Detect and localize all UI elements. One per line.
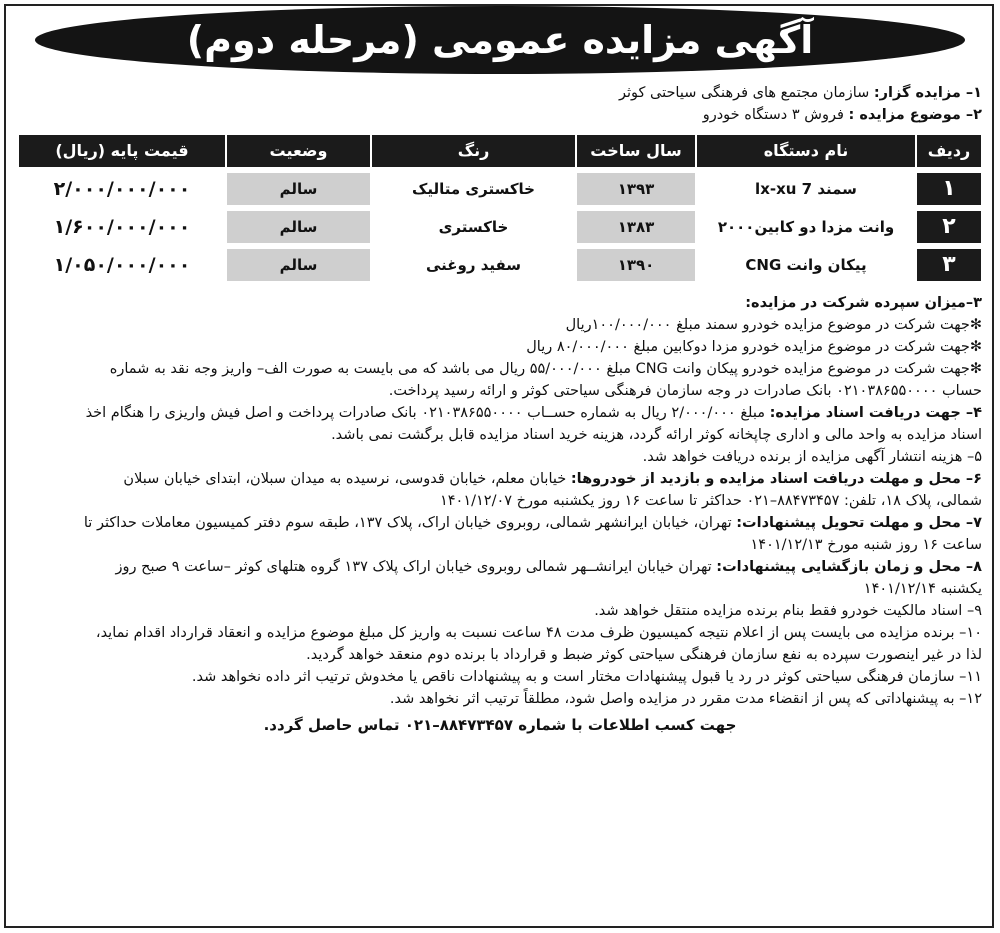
row-number: ۲ — [916, 210, 982, 244]
item-10-cont: لذا در غیر اینصورت سپرده به نفع سازمان فرهنگی سیاحتی کوثر ضبط و قرارداد با برنده دوم منعقد خواهد گردید. — [306, 647, 982, 663]
vehicle-year: ۱۳۹۳ — [576, 172, 696, 206]
row-number: ۱ — [916, 172, 982, 206]
table-row — [18, 172, 982, 206]
row-number: ۳ — [916, 248, 982, 282]
vehicle-color: خاکستری متالیک — [371, 172, 576, 206]
header-color: رنگ — [371, 134, 576, 168]
item-9: ۹– اسناد مالکیت خودرو فقط بنام برنده مزایده منتقل خواهد شد. — [594, 603, 982, 619]
header-vehicle-name: نام دستگاه — [696, 134, 916, 168]
vehicle-price: ۱/۰۵۰/۰۰۰/۰۰۰ — [18, 248, 226, 282]
vehicle-color: خاکستری — [371, 210, 576, 244]
vehicle-name: سمند lx-xu 7 — [696, 172, 916, 206]
item-4-cont: اسناد مزایده به واحد مالی و اداری چاپخانه کوثر ارائه گردد، هزینه خرید اسناد مزایده قابل برگشت نمی باشد. — [331, 427, 982, 443]
table-row — [18, 210, 982, 244]
item-12: ۱۲– به پیشنهاداتی که پس از انقضاء مدت مقرر در مزایده واصل شود، مطلقاً ترتیب اثر نخواهد شد. — [389, 691, 982, 707]
vehicle-year: ۱۳۹۰ — [576, 248, 696, 282]
item-11: ۱۱– سازمان فرهنگی سیاحتی کوثر در رد یا قبول پیشنهادات مختار است و به پیشنهادات ناقص یا مخدوش ترتیب اثر داده نخواهد شد. — [191, 669, 982, 685]
item-6: ۶– محل و مهلت دریافت اسناد مزایده و بازدید از خودروها: خیابان معلم، خیابان قدوسی، نرسیده به میدان سبلان، ابتدای خیابان سبلان — [123, 471, 982, 487]
item-7-cont: ساعت ۱۶ روز شنبه مورخ ۱۴۰۱/۱۲/۱۳ — [750, 537, 982, 553]
item-8: ۸– محل و زمان بازگشایی پیشنهادات: تهران خیابان ایرانشــهر شمالی روبروی خیابان اراک پلاک ۱۳۷ گروه هتلهای کوثر –ساعت ۹ صبح روز — [115, 559, 982, 575]
item-8-cont: یکشنبه ۱۴۰۱/۱۲/۱۴ — [863, 581, 982, 597]
item-7: ۷– محل و مهلت تحویل پیشنهادات: تهران، خیابان ایرانشهر شمالی، روبروی خیابان اراک، پلاک ۱۳۷، طبقه سوم دفتر کمیسیون معاملات حداکثر تا — [83, 515, 982, 531]
title-banner — [0, 6, 1000, 74]
notice-body — [18, 82, 982, 736]
vehicle-name: پیکان وانت CNG — [696, 248, 916, 282]
deposit-line: ✻جهت شرکت در موضوع مزایده خودرو پیکان وانت CNG مبلغ ۵۵/۰۰۰/۰۰۰ ریال می باشد که می بایست به صورت الف– واریز وجه نقد به شماره — [109, 361, 982, 377]
header-year: سال ساخت — [576, 134, 696, 168]
item-6-cont: شمالی، پلاک ۱۸، تلفن: ۸۸۴۷۳۴۵۷–۰۲۱ حداکثر تا ساعت ۱۶ روز یکشنبه مورخ ۱۴۰۱/۱۲/۰۷ — [439, 493, 982, 509]
vehicle-color: سفید روغنی — [371, 248, 576, 282]
table-header-row — [18, 134, 982, 168]
contact-footer: جهت کسب اطلاعات با شماره ۸۸۴۷۳۴۵۷–۰۲۱ تماس حاصل گردد. — [263, 716, 737, 734]
header-row-number: ردیف — [916, 134, 982, 168]
item-2: ۲– موضوع مزایده : فروش ۳ دستگاه خودرو — [702, 107, 982, 123]
notice-title: آگهی مزایده عمومی (مرحله دوم) — [35, 6, 965, 74]
vehicle-price: ۱/۶۰۰/۰۰۰/۰۰۰ — [18, 210, 226, 244]
item-4: ۴– جهت دریافت اسناد مزایده: مبلغ ۲/۰۰۰/۰۰۰ ریال به شماره حســاب ۰۲۱۰۳۸۶۵۵۰۰۰۰ بانک صادرات پرداخت و اصل فیش واریزی را هنگام اخذ — [85, 405, 982, 421]
item-5: ۵– هزینه انتشار آگهی مزایده از برنده دریافت خواهد شد. — [642, 449, 982, 465]
item-3-label: ۳–میزان سپرده شرکت در مزایده: — [745, 295, 982, 311]
vehicle-status: سالم — [226, 172, 371, 206]
vehicle-price: ۲/۰۰۰/۰۰۰/۰۰۰ — [18, 172, 226, 206]
vehicle-status: سالم — [226, 210, 371, 244]
vehicle-name: وانت مزدا دو کابین۲۰۰۰ — [696, 210, 916, 244]
header-base-price: قیمت پایه (ریال) — [18, 134, 226, 168]
table-row — [18, 248, 982, 282]
deposit-line: ✻جهت شرکت در موضوع مزایده خودرو مزدا دوکابین مبلغ ۸۰/۰۰۰/۰۰۰ ریال — [526, 339, 982, 355]
deposit-line: ✻جهت شرکت در موضوع مزایده خودرو سمند مبلغ ۱۰۰/۰۰۰/۰۰۰ریال — [565, 317, 982, 333]
item-1: ۱– مزایده گزار: سازمان مجتمع های فرهنگی سیاحتی کوثر — [618, 85, 982, 101]
deposit-line: حساب ۰۲۱۰۳۸۶۵۵۰۰۰۰ بانک صادرات در وجه سازمان فرهنگی سیاحتی کوثر و ارائه رسید پرداخت. — [388, 383, 982, 399]
vehicles-table — [18, 130, 982, 286]
header-status: وضعیت — [226, 134, 371, 168]
item-10: ۱۰– برنده مزایده می بایست پس از اعلام نتیجه کمیسیون ظرف مدت ۴۸ ساعت نسبت به واریز کل مبلغ موضوع مزایده و انعقاد قرارداد اقدام نماید، — [95, 625, 982, 641]
vehicle-status: سالم — [226, 248, 371, 282]
vehicle-year: ۱۳۸۳ — [576, 210, 696, 244]
